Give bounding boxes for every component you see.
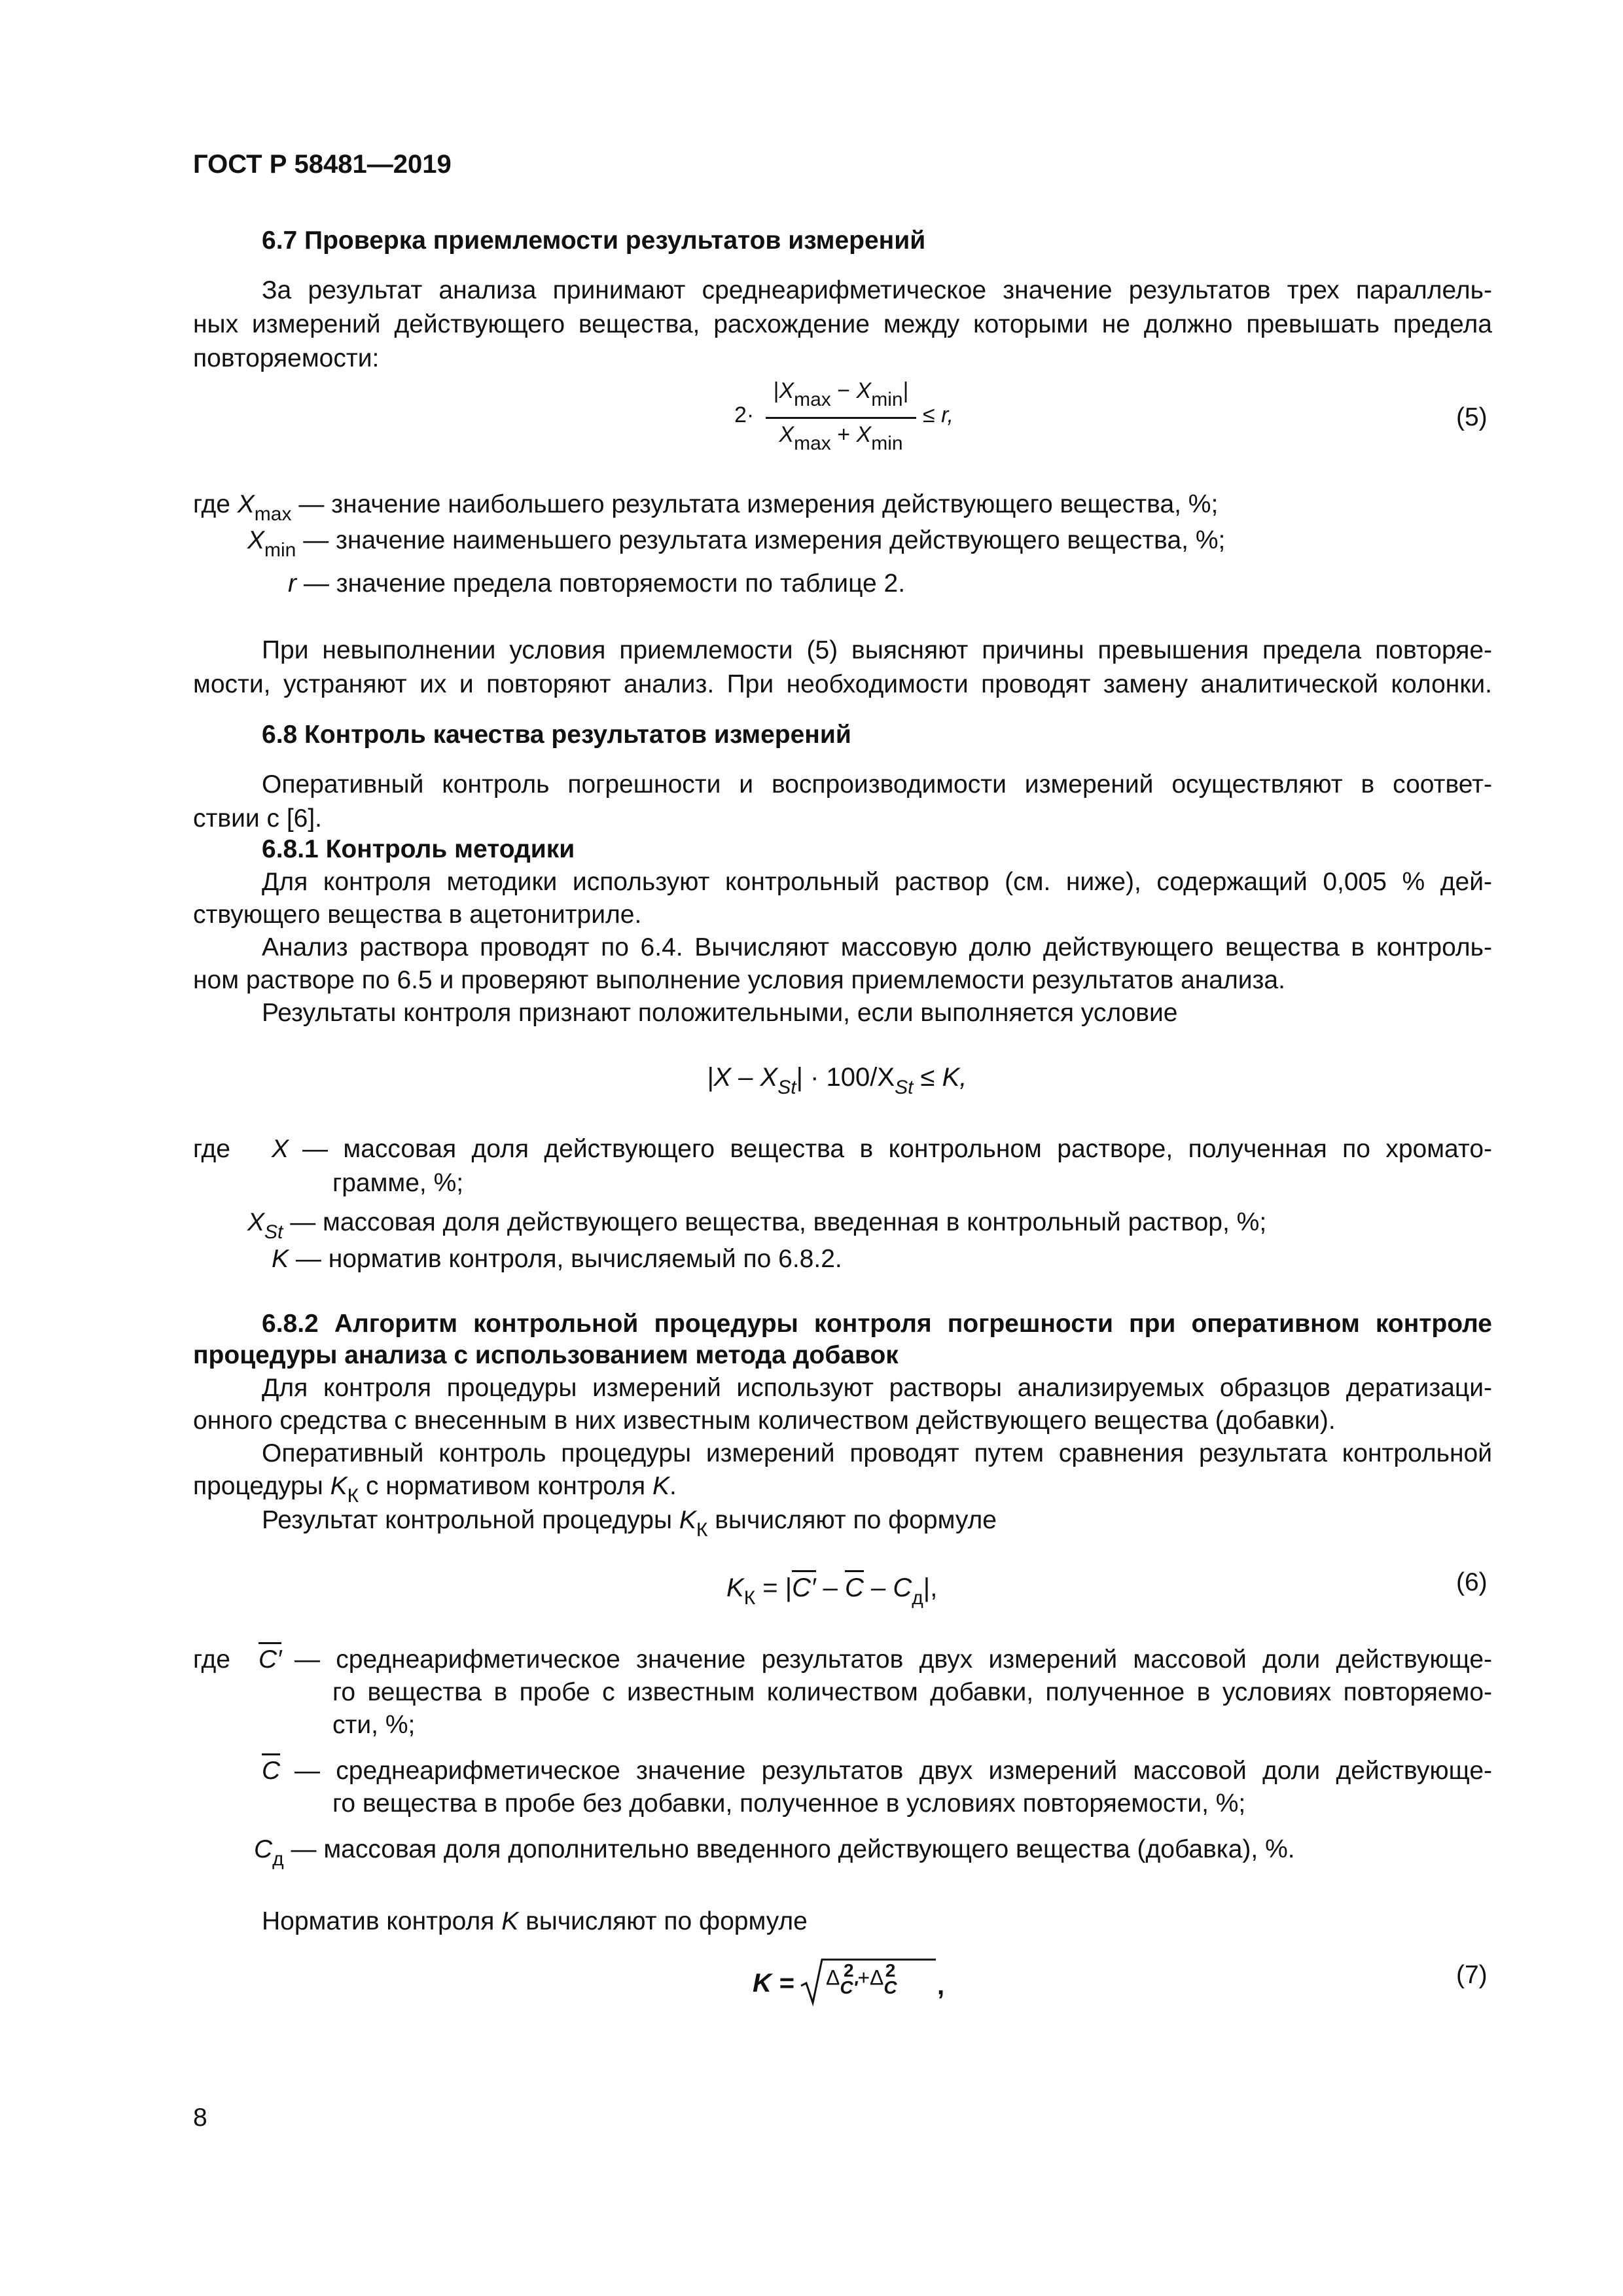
s68-e1-line2: го вещества в пробе с известным количеством добавки, полученное в условиях повторяемо- bbox=[332, 1678, 1492, 1706]
s68-d1-symbol: X bbox=[272, 1135, 289, 1163]
s68-e1-line1: — среднеарифметическое значение результатов двух измерений массовой доли действующе- bbox=[294, 1645, 1492, 1674]
s68-p5-line2: онного средства с внесенным в них известным количеством действующего вещества (добавки). bbox=[193, 1407, 1336, 1435]
document-header: ГОСТ Р 58481—2019 bbox=[193, 150, 452, 179]
s68-d2: $X_{St}$ — массовая доля действующего вещества, введенная в контрольный раствор, %; bbox=[247, 1208, 1267, 1243]
section-6-7-title: 6.7 Проверка приемлемости результатов измерений bbox=[262, 226, 926, 255]
s68-e2-symbol: C bbox=[262, 1754, 280, 1788]
formula-5-numerator: |Xmax − Xmin| bbox=[773, 378, 909, 410]
section-6-8-1-title: 6.8.1 Контроль методики bbox=[262, 835, 575, 863]
section-6-8-2-title-line2: процедуры анализа с использованием метода добавок bbox=[193, 1341, 899, 1369]
formula-5-denominator: Xmax + Xmin bbox=[779, 422, 903, 454]
s67-def1: где $X_{max}$ — значение наибольшего результата измерения действующего вещества, %; bbox=[193, 490, 1219, 525]
s68-e1-symbol: C′ bbox=[259, 1643, 281, 1677]
s67-p2-line1: При невыполнении условия приемлемости (5) выясняют причины превышения предела повторяе- bbox=[262, 636, 1492, 664]
s67-p1-line1: За результат анализа принимают среднеарифметическое значение результатов трех параллель- bbox=[262, 276, 1492, 304]
s68-p3-line2: ном растворе по 6.5 и проверяют выполнение условия приемлемости результатов анализа. bbox=[193, 966, 1285, 994]
s68-p7: Результат контрольной процедуры $K_К$ вычисляют по формуле bbox=[262, 1506, 997, 1541]
formula-5-coefficient: 2· bbox=[734, 403, 755, 427]
s68-p8: Норматив контроля K вычисляют по формуле bbox=[262, 1907, 808, 1935]
s68-p2-line1: Для контроля методики используют контрольный раствор (см. ниже), содержащий 0,005 % дей- bbox=[262, 868, 1492, 896]
s67-p2-line2: мости, устраняют их и повторяют анализ. При необходимости проводят замену аналитической колонки. bbox=[193, 670, 1492, 698]
formula-6: $K_К = |C' - C - C_д|$, bbox=[726, 1571, 937, 1615]
formula-7-lhs: K = bbox=[753, 1969, 794, 1998]
s68-p3-line1: Анализ раствора проводят по 6.4. Вычисляют массовую долю действующего вещества в контроль- bbox=[262, 933, 1492, 961]
s68-e2-line2: го вещества в пробе без добавки, полученное в условиях повторяемости, %; bbox=[332, 1789, 1246, 1818]
page-number: 8 bbox=[193, 2104, 207, 2132]
s68-where-word-2: где bbox=[193, 1645, 230, 1674]
control-condition-formula: $|X - X_{St}| \cdot 100/X_{St} \le K$, bbox=[707, 1063, 967, 1098]
s67-def2: $X_{min}$ — значение наименьшего результата измерения действующего вещества, %; bbox=[247, 526, 1226, 561]
formula-5-number: (5) bbox=[1456, 403, 1488, 431]
s68-p2-line2: ствующего вещества в ацетонитриле. bbox=[193, 901, 642, 929]
s68-where-word: где bbox=[193, 1135, 230, 1163]
s68-e3: $C_д$ — массовая доля дополнительно введенного действующего вещества (добавка), %. bbox=[254, 1835, 1295, 1870]
section-6-8-title: 6.8 Контроль качества результатов измерений bbox=[262, 721, 851, 749]
s68-e2-line1: — среднеарифметическое значение результатов двух измерений массовой доли действующе- bbox=[294, 1757, 1492, 1785]
formula-6-number: (6) bbox=[1456, 1568, 1488, 1596]
formula-7-radicand: Δ 2 C′ +Δ 2 C bbox=[826, 1960, 897, 1998]
s68-p1-line1: Оперативный контроль погрешности и воспроизводимости измерений осуществляют в соответ- bbox=[262, 770, 1492, 798]
s68-p5-line1: Для контроля процедуры измерений используют растворы анализируемых образцов дератизаци- bbox=[262, 1374, 1492, 1402]
s68-d1-line2: грамме, %; bbox=[332, 1169, 464, 1197]
section-6-8-2-title-line1: 6.8.2 Алгоритм контрольной процедуры контроля погрешности при оперативном контроле bbox=[262, 1310, 1492, 1338]
s67-def3: r — значение предела повторяемости по таблице 2. bbox=[288, 569, 906, 598]
s68-d1-line1: — массовая доля действующего вещества в контрольном растворе, полученная по хромато- bbox=[302, 1135, 1492, 1163]
s67-p1-line2: ных измерений действующего вещества, расхождение между которыми не должно превышать предела bbox=[193, 310, 1492, 338]
s68-p4: Результаты контроля признают положительными, если выполняется условие bbox=[262, 999, 1178, 1027]
formula-5-fraction-bar bbox=[766, 417, 916, 419]
formula-7-number: (7) bbox=[1456, 1961, 1488, 1989]
s68-e1-line3: сти, %; bbox=[332, 1711, 416, 1739]
s68-p1-line2: ствии с [6]. bbox=[193, 804, 323, 833]
s68-p6-line2: процедуры $K_К$ с нормативом контроля K. bbox=[193, 1472, 677, 1507]
s68-p6-line1: Оперативный контроль процедуры измерений проводят путем сравнения результата контрольной bbox=[262, 1439, 1492, 1467]
formula-5-rhs: ≤ r, bbox=[923, 403, 954, 427]
formula-7-end: , bbox=[937, 1971, 945, 2000]
s67-p1-line3: повторяемости: bbox=[193, 344, 380, 372]
s68-d3: K — норматив контроля, вычисляемый по 6.8.2. bbox=[272, 1245, 842, 1273]
